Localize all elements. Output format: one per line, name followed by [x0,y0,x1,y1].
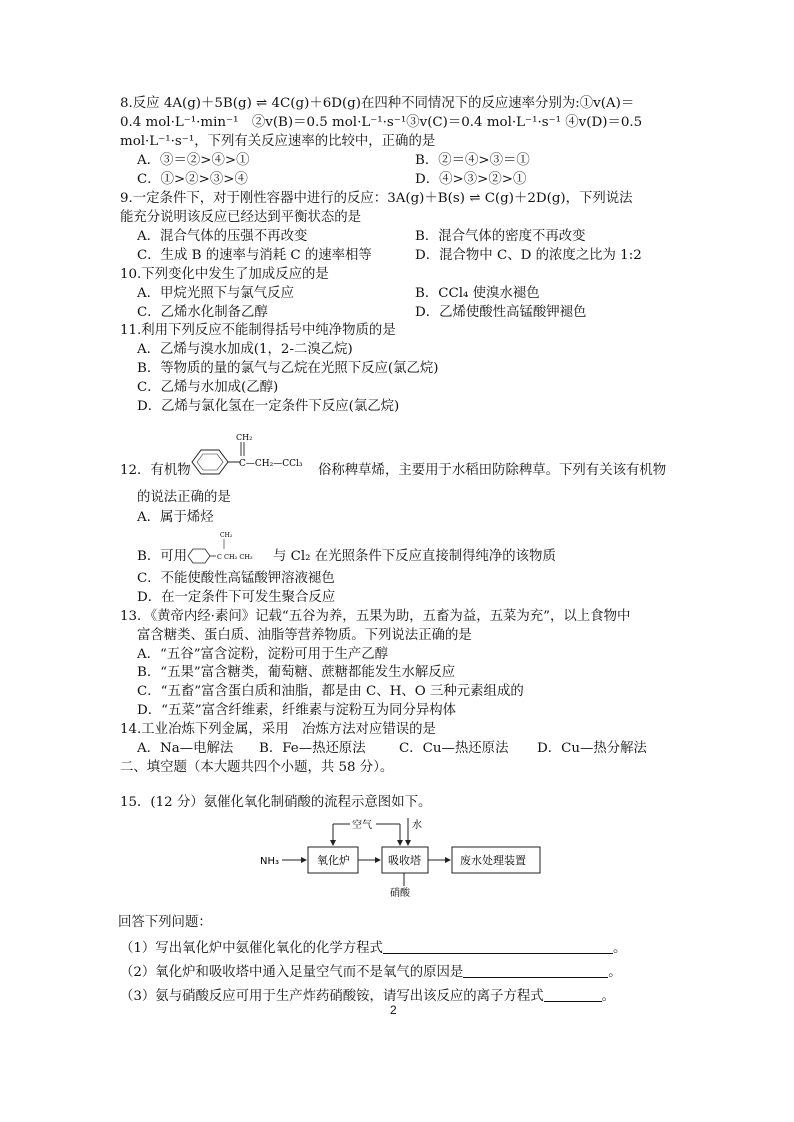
q12-b-struct-chain: C CH₂ CH₃ [217,553,253,561]
q12-struct-top: CH₂ [236,433,253,442]
q9-option-a: A．混合气体的压强不再改变 [137,229,308,244]
flow-label-nitric: 硝酸 [390,888,410,898]
q9-option-d: D．混合物中 C、D 的浓度之比为 1:2 [415,248,642,263]
q15-flow-diagram [256,816,576,898]
section2-title: 二、填空题（本大题共四个小题，共 58 分）。 [120,760,394,775]
q15-stem: 15．(12 分）氨催化氧化制硝酸的流程示意图如下。 [120,795,432,810]
q15-sub3-period: 。 [601,989,616,1004]
q12-option-b-prefix: B．可用 [137,549,188,564]
q8-option-d: D．④>③>②>① [415,172,527,187]
q8-stem-line1: 8.反应 4A(g)＋5B(g) ⇌ 4C(g)＋6D(g)在四种不同情况下的反应速率分别为:①v(A)＝ [120,96,635,111]
q12-option-a: A．属于烯烃 [137,510,214,525]
q10-option-c: C．乙烯水化制备乙醇 [137,305,268,320]
page-number: 2 [390,1003,397,1017]
q12-stem-line2: 的说法正确的是 [137,490,231,505]
q10-stem: 10.下列变化中发生了加成反应的是 [120,267,329,282]
q8-option-c: C．①>②>③>④ [137,172,248,187]
q15-sub1 [120,939,626,958]
q14-option-b: B．Fe—热还原法 [259,741,366,756]
q11-option-c: C．乙烯与水加成(乙醇) [137,380,279,395]
q9-stem-line1: 9.一定条件下，对于刚性容器中进行的反应：3A(g)＋B(s) ⇌ C(g)＋2D(g)，下列说法 [120,191,633,206]
q15-sub1-answer-blank[interactable] [383,939,613,954]
q13-option-c: C．“五畜”富含蛋白质和油脂，都是由 C、H、O 三种元素组成的 [137,684,524,699]
q8-option-b: B．②＝④>③＝① [415,153,530,168]
q14-option-d: D．Cu—热分解法 [537,741,647,756]
q12-stem-suffix: 俗称稗草烯，主要用于水稻田防除稗草。下列有关该有机物 [318,463,667,478]
q10-option-b: B．CCl₄ 使溴水褪色 [415,286,540,301]
q12-struct-chain: C—CH₂—CCl₃ [239,459,303,469]
q12-option-c: C．不能使酸性高锰酸钾溶液褪色 [137,571,335,586]
q11-stem: 11.利用下列反应不能制得括号中纯净物质的是 [120,323,396,338]
q13-stem-line2: 富含糖类、蛋白质、油脂等营养物质。下列说法正确的是 [137,628,472,643]
q9-option-c: C．生成 B 的速率与消耗 C 的速率相等 [137,248,372,263]
q14-stem: 14.工业冶炼下列金属，采用 冶炼方法对应错误的是 [120,722,436,737]
q13-option-d: D．“五菜”富含纤维素，纤维素与淀粉互为同分异构体 [137,703,457,718]
q15-sub1-text: （1）写出氧化炉中氨催化氧化的化学方程式 [120,941,383,956]
q12-b-struct-top: CH₂ [220,532,233,539]
q11-option-d: D．乙烯与氯化氢在一定条件下反应(氯乙烷) [137,399,400,414]
q12-structure-diagram [184,428,324,480]
flow-label-water: 水 [412,820,422,831]
q12-stem-prefix: 12．有机物 [120,463,191,478]
flow-label-air: 空气 [352,820,372,831]
q12-option-b-suffix: 与 Cl₂ 在光照条件下反应直接制得纯净的该物质 [273,549,556,564]
flow-label-oxidizer: 氧化炉 [317,854,350,867]
q9-stem-line2: 能充分说明该反应已经达到平衡状态的是 [120,210,362,225]
q15-answer-intro: 回答下列问题： [118,915,212,930]
q8-option-a: A．③＝②>④>① [137,153,250,168]
q11-option-b: B．等物质的量的氯气与乙烷在光照下反应(氯乙烷) [137,361,439,376]
flow-input-nh3: NH₃ [260,856,280,867]
q13-stem-line1: 13．《黄帝内经·素问》记载“五谷为养，五果为助，五畜为益，五菜为充”，以上食物中 [120,609,631,624]
benzene-ring [192,450,228,474]
q8-stem-line3: mol·L⁻¹·s⁻¹，下列有关反应速率的比较中，正确的是 [120,134,436,149]
q11-option-a: A．乙烯与溴水加成(1，2-二溴乙烷) [137,342,353,357]
q13-option-a: A．“五谷”富含淀粉，淀粉可用于生产乙醇 [137,647,389,662]
flow-label-absorber: 吸收塔 [388,854,421,867]
q14-option-c: C．Cu—热还原法 [399,741,509,756]
benzene-inner-ring [197,454,223,470]
small-benzene-ring [188,549,210,563]
q12-option-d: D．在一定条件下可发生聚合反应 [137,590,336,605]
q10-option-d: D．乙烯使酸性高锰酸钾褪色 [415,305,587,320]
q9-option-b: B．混合气体的密度不再改变 [415,229,586,244]
q15-sub2-period: 。 [608,965,622,980]
q10-option-a: A．甲烷光照下与氯气反应 [137,286,294,301]
q15-sub3-text: （3）氨与硝酸反应可用于生产炸药硝酸铵，请写出该反应的离子方程式 [120,989,544,1004]
q12-option-b-structure [186,529,276,567]
q8-stem-line2: 0.4 mol·L⁻¹·min⁻¹ ②v(B)＝0.5 mol·L⁻¹·s⁻¹③v(C)＝0.4 mol·L⁻¹·s⁻¹ ④v(D)＝0.5 [120,115,643,130]
q15-sub2-answer-blank[interactable] [463,963,608,978]
q15-sub3 [120,987,615,1006]
q13-option-b: B．“五果”富含糖类，葡萄糖、蔗糖都能发生水解反应 [137,665,456,680]
q15-sub2 [120,963,622,982]
flow-label-waste: 废水处理装置 [460,854,526,867]
q15-sub2-text: （2）氧化炉和吸收塔中通入足量空气而不是氧气的原因是 [120,965,464,980]
q15-sub1-period: 。 [612,941,627,956]
q14-option-a: A．Na—电解法 [137,741,234,756]
q15-sub3-answer-blank[interactable] [544,987,602,1002]
